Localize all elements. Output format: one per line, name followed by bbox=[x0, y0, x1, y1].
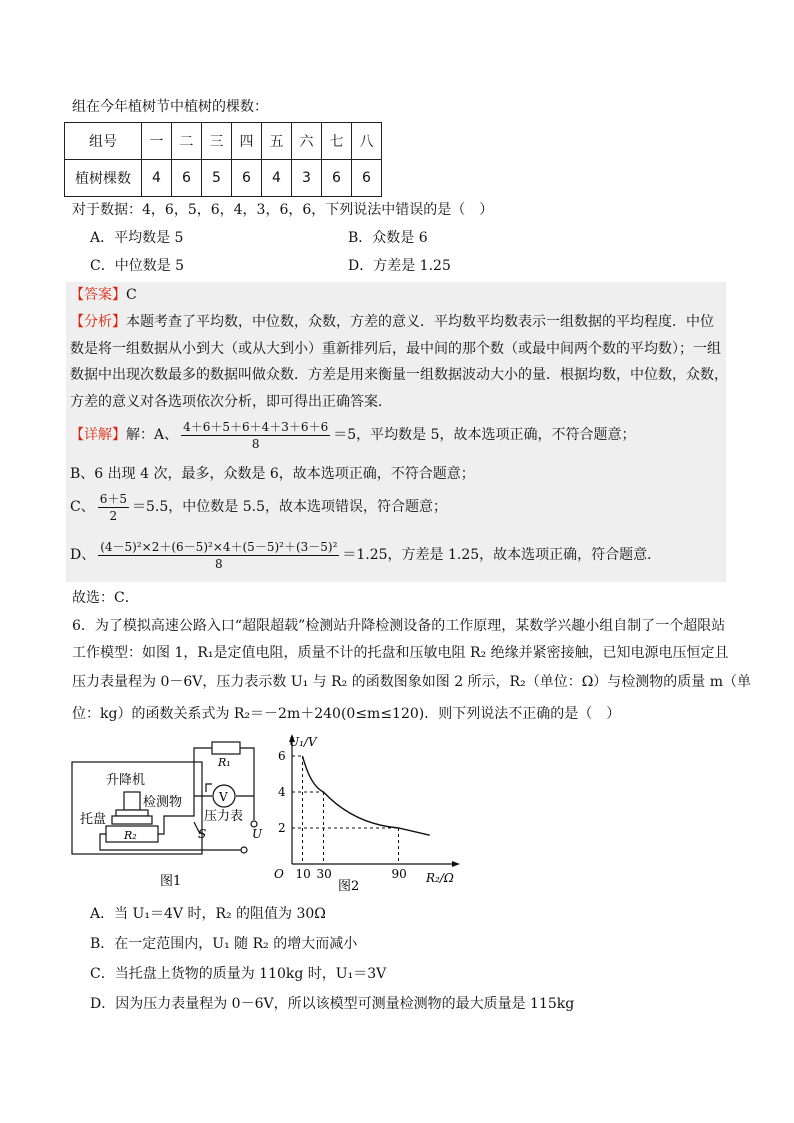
detail-b-line: B、6 出现 4 次，最多，众数是 6，故本选项正确，不符合题意； bbox=[70, 466, 475, 482]
detail-d-suffix: ＝1.25，方差是 1.25，故本选项正确，符合题意． bbox=[342, 547, 662, 563]
q5-option-c: C．中位数是 5 bbox=[90, 258, 185, 274]
y-axis-label: U₁/V bbox=[289, 735, 317, 749]
q5-option-b: B．众数是 6 bbox=[348, 230, 428, 246]
fraction-denominator: 2 bbox=[109, 508, 118, 523]
x-tick-label: 90 bbox=[391, 867, 407, 881]
detail-a-suffix: ＝5，平均数是 5，故本选项正确，不符合题意； bbox=[333, 427, 636, 443]
r2-label: R₂ bbox=[124, 829, 137, 842]
table-cell: 三 bbox=[202, 123, 232, 160]
series-curve bbox=[303, 756, 430, 835]
table-row bbox=[65, 160, 382, 197]
table-cell: 4 bbox=[142, 160, 172, 197]
table-cell: 组号 bbox=[65, 123, 142, 160]
q6-line-4: 位：kg）的函数关系式为 R₂＝－2m＋240(0≤m≤120)．则下列说法不正确的是（ ） bbox=[72, 706, 621, 722]
table-cell: 3 bbox=[292, 160, 322, 197]
figure-1-caption: 图1 bbox=[160, 874, 182, 889]
q6-line-3: 压力表量程为 0－6V，压力表示数 U₁ 与 R₂ 的函数图象如图 2 所示，R₂（单位：Ω）与检测物的质量 m（单 bbox=[72, 674, 752, 690]
analysis-line-3: 数据中出现次数最多的数据叫做众数．方差是用来衡量一组数据波动大小的量．根据均数，中位数，众数， bbox=[70, 367, 728, 383]
y-tick-label: 4 bbox=[278, 785, 286, 799]
q5-option-a: A．平均数是 5 bbox=[90, 230, 184, 246]
fraction-numerator: 6＋5 bbox=[99, 491, 127, 506]
detail-a-line bbox=[70, 418, 635, 454]
table-cell: 6 bbox=[322, 160, 352, 197]
tray-base bbox=[112, 816, 152, 824]
detail-a-prefix: 解：A、 bbox=[126, 427, 179, 443]
figure-2-chart bbox=[262, 732, 472, 892]
r1-label-text: R₁ bbox=[218, 756, 231, 769]
terminal-bottom-icon bbox=[241, 847, 247, 853]
table-cell: 五 bbox=[262, 123, 292, 160]
detail-d-line bbox=[70, 538, 661, 576]
source-label: U bbox=[252, 827, 263, 841]
voltmeter-symbol: V bbox=[219, 790, 228, 804]
answer-value: C bbox=[126, 287, 137, 303]
answer-tag: 【答案】 bbox=[70, 287, 126, 303]
lift-label: 升降机 bbox=[106, 773, 146, 788]
q6-option-a: A．当 U₁＝4V 时，R₂ 的阻值为 30Ω bbox=[90, 906, 326, 922]
detail-c-prefix: C、 bbox=[70, 499, 95, 515]
q5-option-d: D．方差是 1.25 bbox=[348, 258, 451, 274]
x-axis-label: R₂/Ω bbox=[426, 871, 454, 885]
q6-option-c: C．当托盘上货物的质量为 110kg 时，U₁＝3V bbox=[90, 966, 387, 982]
y-tick-label: 6 bbox=[278, 749, 286, 763]
figure-2-caption: 图2 bbox=[338, 879, 360, 892]
q6-option-b: B．在一定范围内，U₁ 随 R₂ 的增大而减小 bbox=[90, 936, 358, 952]
q6-line-1: 6．为了模拟高速公路入口“超限超载”检测站升降检测设备的工作原理，某数学兴趣小组自制了一个超限站 bbox=[72, 618, 726, 634]
table-cell: 5 bbox=[202, 160, 232, 197]
table-cell: 6 bbox=[352, 160, 382, 197]
analysis-text: 本题考查了平均数，中位数，众数，方差的意义．平均数平均数表示一组数据的平均程度．中位 bbox=[126, 314, 714, 330]
detail-tag: 【详解】 bbox=[70, 427, 126, 443]
tick-labels bbox=[278, 749, 407, 881]
table-header-row bbox=[65, 123, 382, 160]
q6-option-d: D．因为压力表量程为 0－6V，所以该模型可测量检测物的最大质量是 115kg bbox=[90, 996, 575, 1012]
table-cell: 八 bbox=[352, 123, 382, 160]
tree-planting-table bbox=[64, 122, 382, 197]
fraction-numerator: (4－5)²×2＋(6－5)²×4＋(5－5)²＋(3－5)² bbox=[100, 539, 338, 554]
q5-stem: 对于数据：4，6，5，6，4，3，6，6，下列说法中错误的是（ ） bbox=[72, 202, 494, 218]
answer-line bbox=[70, 285, 137, 305]
fraction-numerator: 4＋6＋5＋6＋4＋3＋6＋6 bbox=[183, 419, 329, 434]
table-cell: 6 bbox=[172, 160, 202, 197]
fraction-mean bbox=[181, 419, 330, 452]
x-tick-label: 10 bbox=[295, 867, 311, 881]
meter-label: 压力表 bbox=[204, 809, 244, 824]
object-label: 检测物 bbox=[143, 795, 183, 810]
y-tick-label: 2 bbox=[278, 821, 286, 835]
table-cell: 四 bbox=[232, 123, 262, 160]
origin-label: O bbox=[274, 867, 284, 881]
detail-c-line bbox=[70, 490, 447, 526]
detail-c-suffix: ＝5.5，中位数是 5.5，故本选项错误，符合题意； bbox=[132, 499, 447, 515]
table-cell: 4 bbox=[262, 160, 292, 197]
r1-resistor bbox=[212, 742, 240, 754]
fraction-median bbox=[98, 491, 129, 524]
table-cell: 六 bbox=[292, 123, 322, 160]
table-cell: 二 bbox=[172, 123, 202, 160]
conclusion: 故选：C． bbox=[72, 590, 139, 606]
x-axis-arrow bbox=[452, 861, 460, 867]
analysis-line-1 bbox=[70, 312, 714, 332]
x-tick-label: 30 bbox=[316, 867, 332, 881]
meter-wire-left bbox=[206, 784, 212, 792]
analysis-line-2: 数是将一组数据从小到大（或从大到小）重新排列后，最中间的那个数（或最中间两个数的平均数）；一组 bbox=[70, 341, 721, 357]
tray-label: 托盘 bbox=[80, 812, 107, 827]
detail-d-prefix: D、 bbox=[70, 547, 96, 563]
analysis-tag: 【分析】 bbox=[70, 314, 126, 330]
table-cell: 一 bbox=[142, 123, 172, 160]
intro-text: 组在今年植树节中植树的棵数： bbox=[72, 99, 268, 115]
object-block bbox=[124, 792, 140, 810]
table-cell: 植树棵数 bbox=[65, 160, 142, 197]
figure-1-circuit bbox=[66, 740, 276, 890]
table-cell: 6 bbox=[232, 160, 262, 197]
fraction-denominator: 8 bbox=[251, 436, 260, 451]
q6-line-2: 工作模型：如图 1，R₁是定值电阻，质量不计的托盘和压敏电阻 R₂ 绝缘并紧密接触，已知电源电压恒定且 bbox=[72, 645, 729, 661]
tray-plate bbox=[116, 810, 148, 816]
table-cell: 七 bbox=[322, 123, 352, 160]
analysis-line-4: 方差的意义对各选项依次分析，即可得出正确答案． bbox=[70, 394, 392, 410]
fraction-denominator: 8 bbox=[214, 556, 223, 571]
switch-label: S bbox=[198, 827, 207, 841]
fraction-variance bbox=[98, 539, 339, 572]
